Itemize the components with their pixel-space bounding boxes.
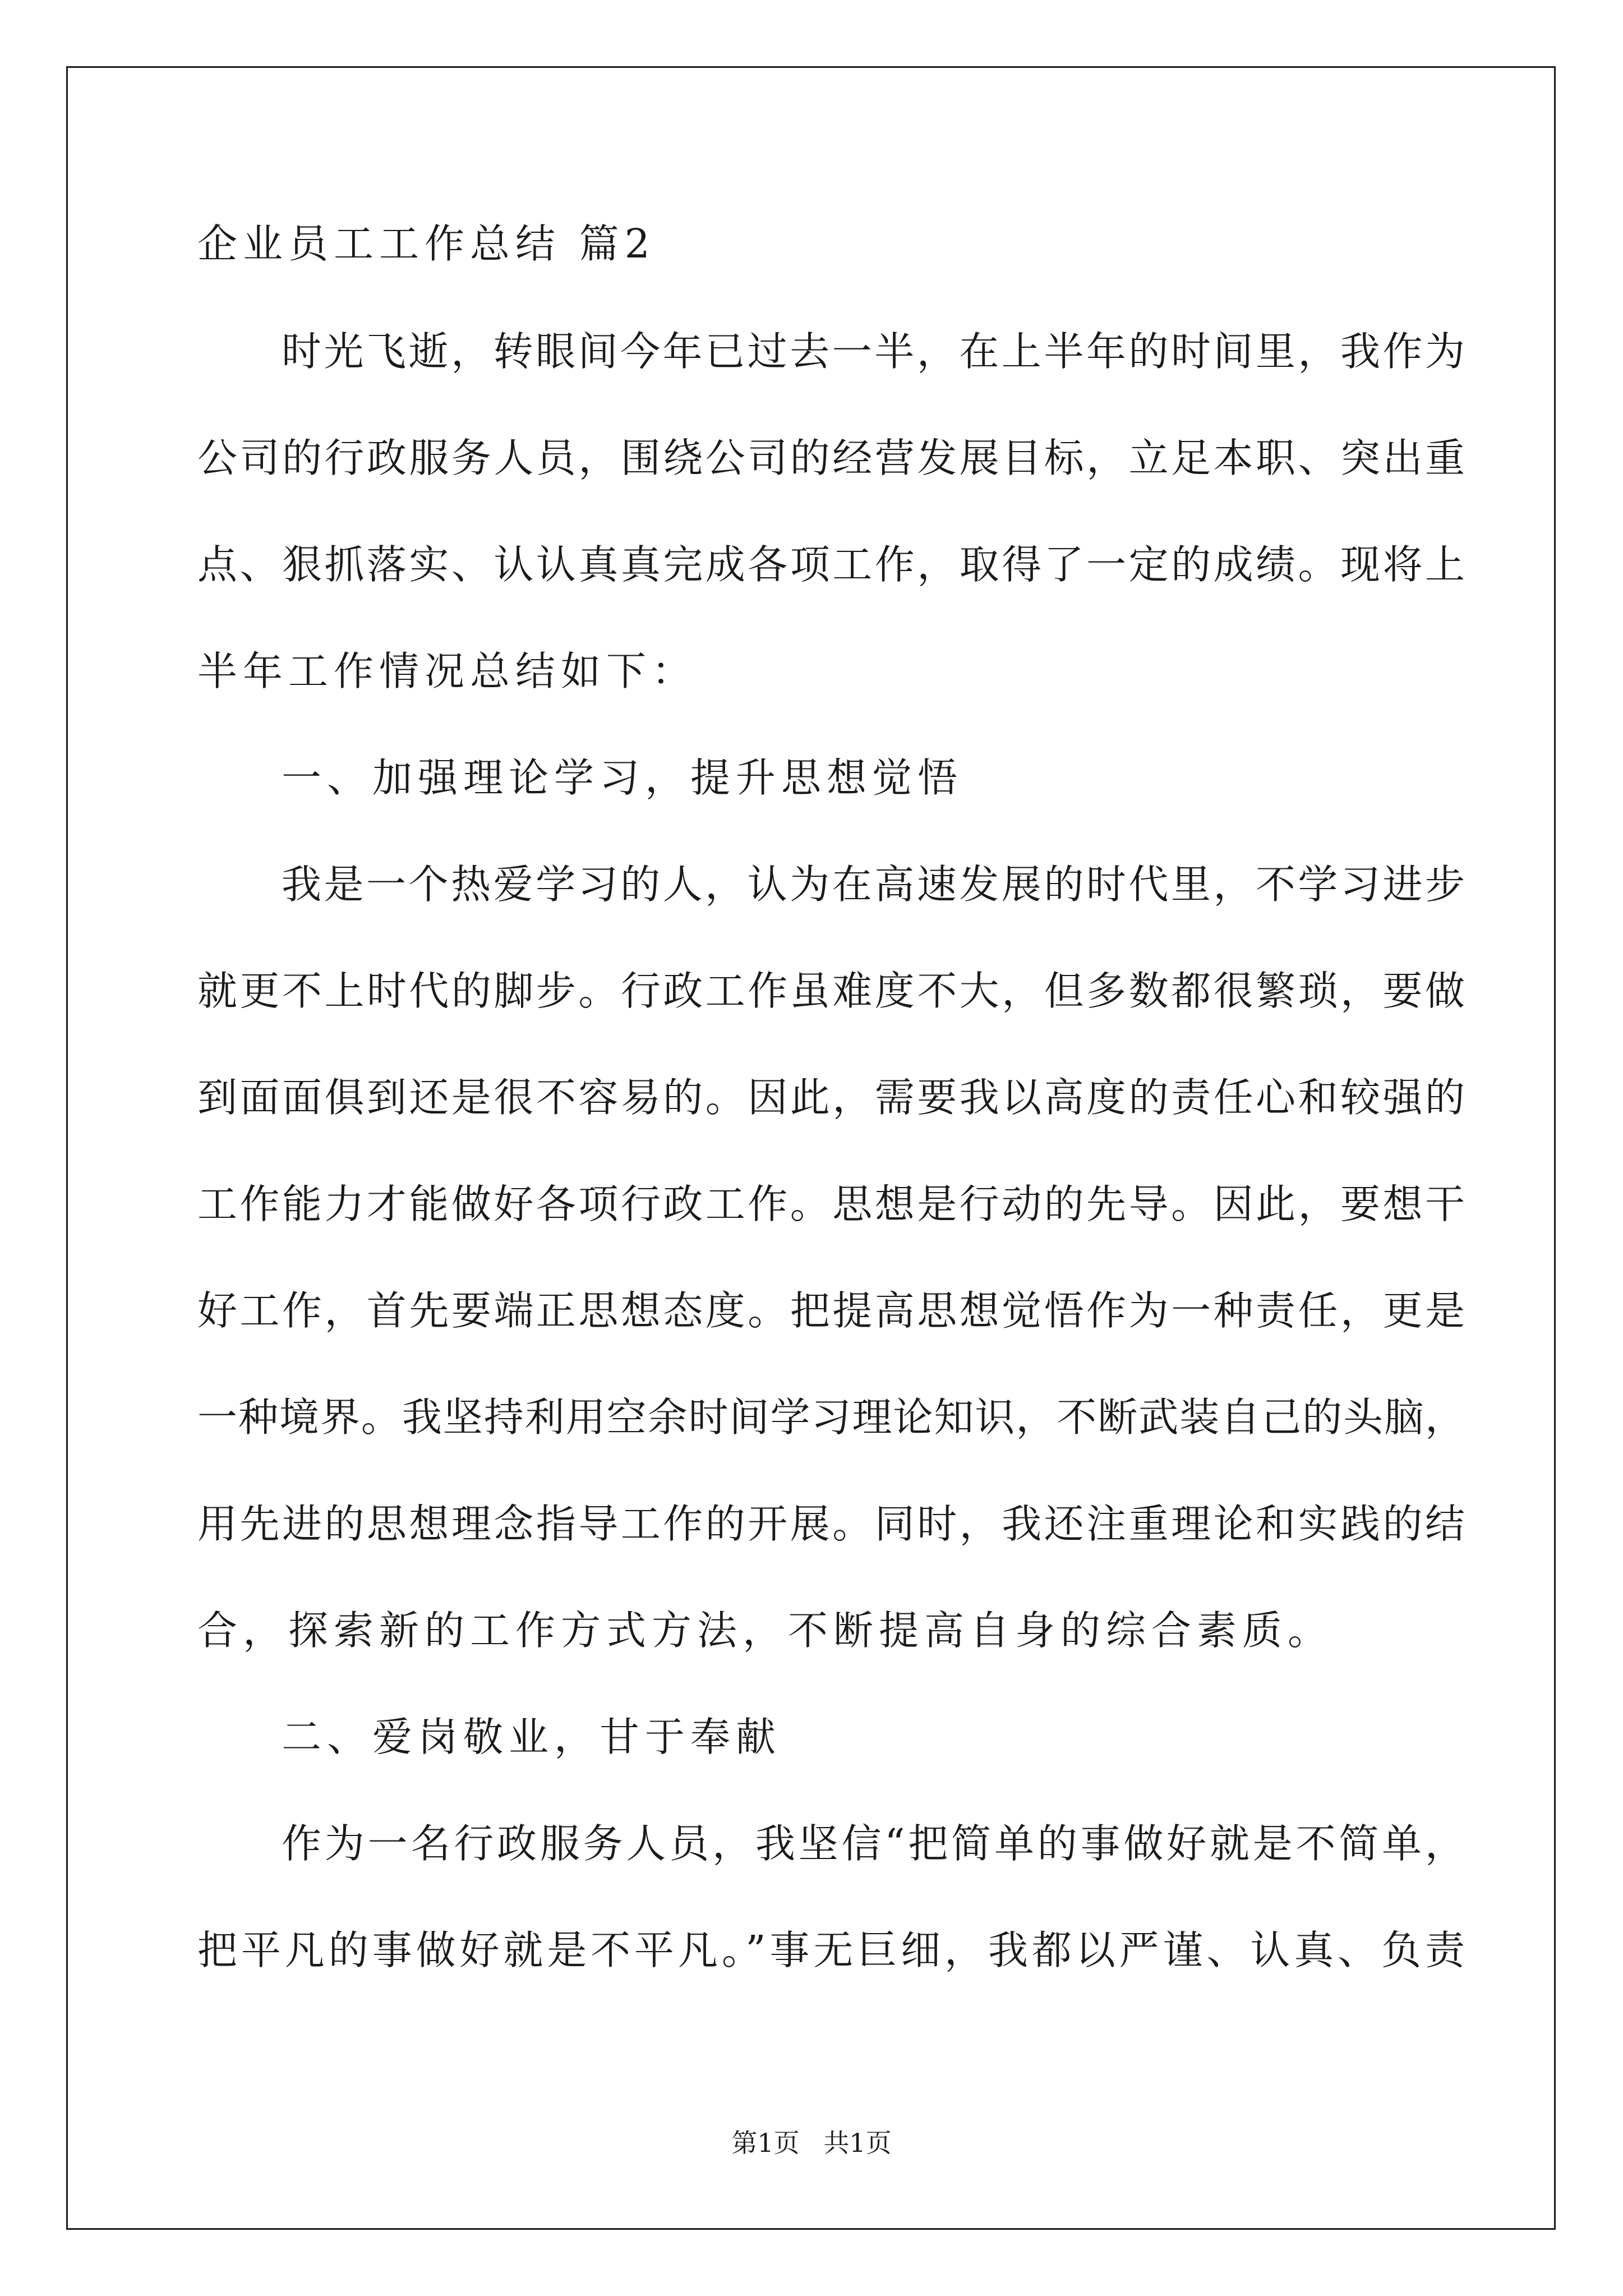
page-number-current: 第1页 bbox=[731, 2128, 800, 2158]
paragraph-line: 合，探索新的工作方式方法，不断提高自身的综合素质。 bbox=[197, 1607, 1334, 1654]
paragraph-line: 用先进的思想理念指导工作的开展。同时，我还注重理论和实践的结 bbox=[197, 1501, 1465, 1547]
paragraph-line: 作为一名行政服务人员，我坚信“把简单的事做好就是不简单， bbox=[282, 1820, 1465, 1867]
paragraph-line: 一种境界。我坚持利用空余时间学习理论知识，不断武装自己的头脑， bbox=[197, 1394, 1465, 1441]
paragraph-line: 时光飞逝，转眼间今年已过去一半，在上半年的时间里，我作为 bbox=[282, 328, 1465, 375]
paragraph-line: 把平凡的事做好就是不平凡。”事无巨细，我都以严谨、认真、负责 bbox=[197, 1927, 1465, 1973]
section-heading: 二、爱岗敬业，甘于奉献 bbox=[282, 1714, 782, 1760]
section-heading: 一、加强理论学习，提升思想觉悟 bbox=[282, 754, 963, 801]
page-footer bbox=[0, 2126, 1623, 2160]
document-title: 企业员工工作总结 篇2 bbox=[197, 220, 656, 267]
page-number-total: 共1页 bbox=[823, 2128, 892, 2158]
paragraph-line: 公司的行政服务人员，围绕公司的经营发展目标，立足本职、突出重 bbox=[197, 435, 1465, 481]
paragraph-line: 半年工作情况总结如下： bbox=[197, 648, 698, 694]
paragraph-line: 好工作，首先要端正思想态度。把提高思想觉悟作为一种责任，更是 bbox=[197, 1287, 1465, 1334]
paragraph-line: 我是一个热爱学习的人，认为在高速发展的时代里，不学习进步 bbox=[282, 861, 1465, 908]
paragraph-line: 就更不上时代的脚步。行政工作虽难度不大，但多数都很繁琐，要做 bbox=[197, 968, 1465, 1014]
paragraph-line: 到面面俱到还是很不容易的。因此，需要我以高度的责任心和较强的 bbox=[197, 1074, 1465, 1121]
paragraph-line: 工作能力才能做好各项行政工作。思想是行动的先导。因此，要想干 bbox=[197, 1181, 1465, 1227]
paragraph-line: 点、狠抓落实、认认真真完成各项工作，取得了一定的成绩。现将上 bbox=[197, 541, 1465, 588]
page-border bbox=[66, 66, 1556, 2230]
